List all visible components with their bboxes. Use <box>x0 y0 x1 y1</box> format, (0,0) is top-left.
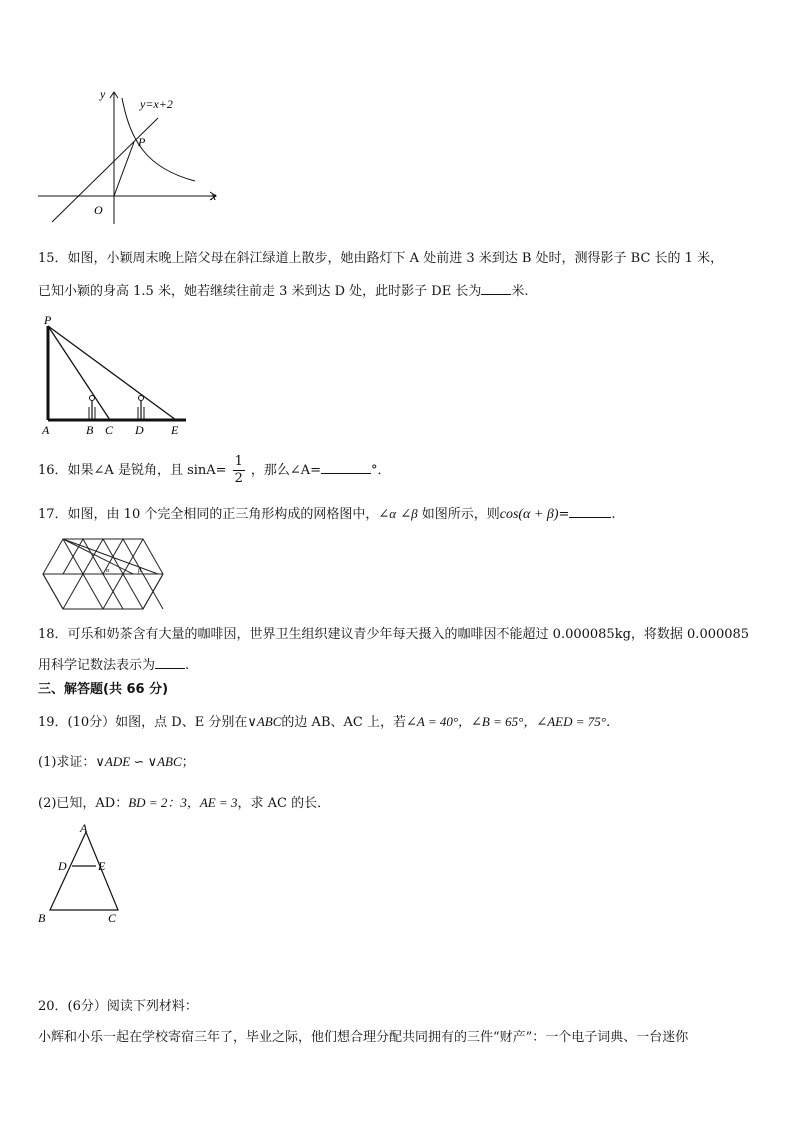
q19-mid: 的边 AB、AC 上，若 <box>281 715 406 730</box>
person-d <box>138 396 144 421</box>
ratio-expression: BD = 2：3，AE = 3 <box>128 795 238 810</box>
section-title: 三、解答题(共 66 分) <box>38 682 169 697</box>
answer-blank[interactable] <box>569 505 611 518</box>
fig14-graph <box>30 84 230 234</box>
q20-line2: 小辉和小乐一起在学校寄宿三年了，毕业之际，他们想合理分配共同拥有的三件“财产”：一个电子词典、一台迷你 <box>38 1030 689 1045</box>
cos-expression: cos(α + β) <box>499 507 559 522</box>
part2-end: ，求 AC 的长． <box>237 796 331 811</box>
label-a: A <box>42 423 50 437</box>
q16-end: °． <box>371 463 391 478</box>
q16-mid: ，那么∠A= <box>250 463 322 478</box>
q17-mid: 如图所示，则 <box>417 507 500 522</box>
q15-line2 <box>38 282 528 301</box>
q15-line2-text: 已知小颖的身高 1.5 米，她若继续往前走 3 米到达 D 处，此时影子 DE 长为 <box>38 284 482 299</box>
label-p: P <box>44 313 52 327</box>
line-graph <box>52 118 158 222</box>
q18-end: . <box>185 658 190 673</box>
light-ray-2 <box>48 326 176 420</box>
q19-part1 <box>38 753 195 772</box>
alpha-mark: α <box>106 568 110 574</box>
point-p-label: P <box>138 135 146 149</box>
q19-part2 <box>38 794 330 813</box>
q16-text: 16．如果∠A 是锐角，且 sinA= <box>38 463 227 478</box>
label-d: D <box>58 859 67 873</box>
q17 <box>38 505 616 524</box>
beta-mark: β <box>138 568 141 574</box>
origin-label: O <box>94 203 103 217</box>
angle-ray-beta <box>63 539 158 574</box>
similarity-expression: ∨ADE ∽ ∨ABC <box>95 754 182 769</box>
answer-blank[interactable] <box>481 282 511 295</box>
label-b: B <box>86 423 94 437</box>
label-e: E <box>98 859 106 873</box>
q19-stem <box>38 713 619 732</box>
curve-label: y=x+2 <box>140 97 173 111</box>
frac-denominator: 2 <box>234 471 243 486</box>
q18-line1: 18．可乐和奶茶含有大量的咖啡因，世界卫生组织建议青少年每天摄入的咖啡因不能超过 0.000085kg，将数据 0.000085 <box>38 627 750 642</box>
angle-alpha: ∠α <box>378 506 397 521</box>
label-d: D <box>135 423 144 437</box>
q18-line2 <box>38 656 189 675</box>
segment-op <box>114 142 134 196</box>
label-c: C <box>108 911 117 925</box>
q17-end: . <box>611 507 616 522</box>
q16 <box>38 451 391 491</box>
y-label: y <box>100 87 106 101</box>
label-b: B <box>38 911 46 925</box>
fig15-streetlight <box>34 312 194 440</box>
light-ray-1 <box>48 326 110 420</box>
x-label: x <box>211 189 217 203</box>
label-c: C <box>105 423 114 437</box>
q15-line2-end: 米. <box>511 284 529 299</box>
angle-conditions: ∠A = 40°，∠B = 65°，∠AED = 75°． <box>405 714 619 729</box>
label-a: A <box>80 821 88 835</box>
answer-blank[interactable] <box>321 461 371 474</box>
q17-text: 17．如图，由 10 个完全相同的正三角形构成的网格图中， <box>38 507 379 522</box>
part1-label: (1)求证： <box>38 755 96 770</box>
part1-end: ； <box>181 755 195 770</box>
fraction-one-half <box>233 454 245 487</box>
fig17-triangle-grid <box>38 536 168 612</box>
label-e: E <box>171 423 179 437</box>
angle-beta: ∠β <box>400 506 418 521</box>
fig19-triangle <box>32 820 132 930</box>
person-b <box>89 396 95 421</box>
part2-label: (2)已知，AD： <box>38 796 129 811</box>
q18-text: 用科学记数法表示为 <box>38 658 156 673</box>
answer-blank[interactable] <box>155 656 185 669</box>
triangle-abc: ∨ABC <box>247 714 282 729</box>
q15-line1: 15．如图，小颖周末晚上陪父母在斜江绿道上散步，她由路灯下 A 处前进 3 米到达 B 处时，测得影子 BC 长的 1 米， <box>38 251 724 266</box>
q17-equals: = <box>558 507 570 522</box>
q19-text: 19．(10分）如图，点 D、E 分别在 <box>38 715 248 730</box>
frac-numerator: 1 <box>234 454 243 469</box>
q20-line1: 20．(6分）阅读下列材料： <box>38 999 198 1014</box>
